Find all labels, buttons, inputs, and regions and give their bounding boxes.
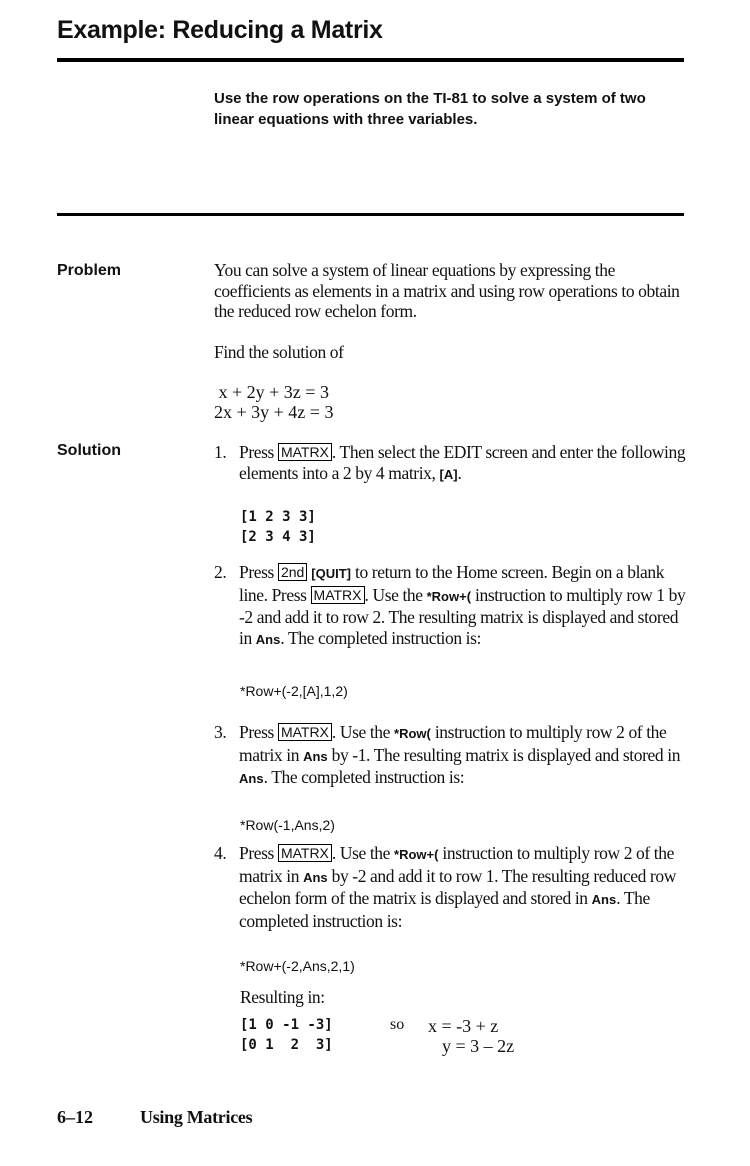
intro-text: Use the row operations on the TI-81 to solve a system of two linear equations with three variables.	[214, 90, 646, 128]
solution-label: Solution	[57, 442, 121, 459]
top-rule	[57, 58, 684, 62]
matrx-key: MATRX	[278, 723, 332, 741]
section-rule	[57, 213, 684, 216]
solution-y: y = 3 – 2z	[442, 1036, 515, 1056]
problem-paragraph: You can solve a system of linear equations by expressing the coefficients as elements in a matrix and using row operations to obtain the reduced row echelon form.	[214, 260, 680, 321]
problem-label: Problem	[57, 262, 122, 279]
quit-label: [QUIT]	[311, 566, 351, 581]
step-text: by -2 and add it to row 1. The resulting reduced row echelon form of the matrix is displayed and stored in	[239, 865, 676, 908]
step-text: . Use the	[331, 722, 391, 742]
instruction-name: *Row(	[394, 726, 431, 741]
instruction-name: *Row+(	[394, 847, 439, 862]
step-number: 1.	[214, 442, 227, 462]
step-4	[214, 843, 686, 931]
solution-x: x = -3 + z	[428, 1016, 499, 1036]
instruction-name: *Row+(	[426, 588, 472, 604]
page-title: Example: Reducing a Matrix	[57, 16, 383, 44]
step-number: 2.	[214, 562, 227, 582]
matrix-name: [A]	[439, 466, 458, 482]
instruction-line: *Row+(-2,Ans,2,1)	[240, 958, 355, 974]
step-text: instruction to multiply row 1 by -2 and add it to row 2. The resulting matrix is displayed and stored in	[239, 584, 686, 648]
matrix-row: [1 0 -1 -3]	[240, 1017, 333, 1033]
ans-var: Ans	[303, 748, 328, 764]
step-text: Press	[239, 843, 274, 863]
step-1	[214, 442, 686, 485]
footer-title: Using Matrices	[140, 1107, 253, 1127]
step-text: instruction to multiply row 2 of the matrix in	[239, 843, 674, 886]
step-text: instruction to multiply row 2 of the matrix in	[239, 722, 667, 765]
resulting-label: Resulting in:	[240, 987, 325, 1007]
step-text: . Use the	[364, 584, 423, 605]
ans-var: Ans	[255, 631, 281, 647]
step-number: 3.	[214, 722, 227, 742]
ans-var: Ans	[239, 771, 264, 786]
instruction-line: *Row+(-2,[A],1,2)	[240, 683, 348, 699]
step-text: by -1. The resulting matrix is displayed and stored in	[331, 744, 681, 765]
step-text: Press	[239, 722, 274, 742]
ans-var: Ans	[303, 869, 328, 885]
step-text: . The completed instruction is:	[280, 627, 482, 648]
page-number: 6–12	[57, 1107, 93, 1127]
step-3	[214, 722, 686, 790]
step-number: 4.	[214, 843, 227, 863]
matrx-key: MATRX	[311, 586, 365, 604]
equation-1: x + 2y + 3z = 3	[214, 382, 329, 402]
step-text: Press	[239, 562, 274, 582]
step-text: . The completed instruction is:	[263, 767, 465, 787]
matrx-key: MATRX	[278, 443, 332, 461]
matrx-key: MATRX	[278, 844, 332, 862]
find-text: Find the solution of	[214, 342, 344, 362]
step-text: . Use the	[331, 843, 391, 863]
matrix-row: [1 2 3 3]	[240, 509, 316, 525]
step-text: . The completed instruction is:	[239, 888, 650, 931]
step-text: .	[457, 462, 462, 483]
step-text: Press	[239, 442, 274, 462]
step-2	[214, 562, 686, 650]
instruction-line: *Row(-1,Ans,2)	[240, 817, 335, 833]
so-word: so	[390, 1016, 405, 1033]
matrix-row: [2 3 4 3]	[240, 529, 316, 545]
matrix-row: [0 1 2 3]	[240, 1037, 333, 1053]
step-text: to return to the Home screen. Begin on a blank line. Press	[239, 562, 665, 605]
equation-2: 2x + 3y + 4z = 3	[214, 402, 334, 422]
step-text: . Then select the EDIT screen and enter the following elements into a 2 by 4 matrix,	[239, 442, 686, 483]
ans-var: Ans	[591, 892, 617, 907]
2nd-key: 2nd	[278, 563, 307, 581]
